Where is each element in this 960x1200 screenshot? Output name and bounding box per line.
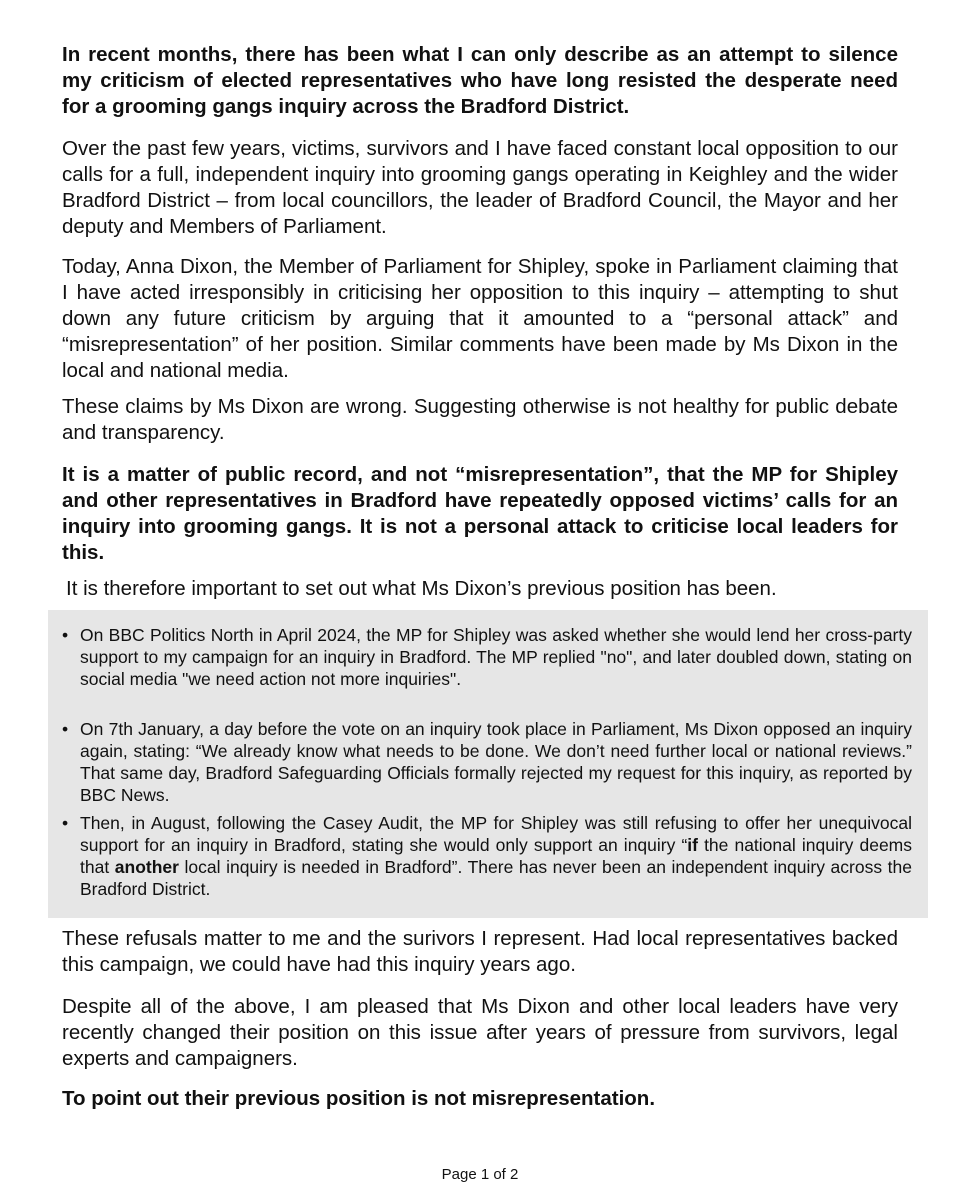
list-item [60,812,912,900]
despite-paragraph: Despite all of the above, I am pleased that Ms Dixon and other local leaders have very recently changed their position on this issue after years of pressure from survivors, legal experts and campaigners. [62,995,898,1070]
bullet-list-box [48,610,928,918]
bullet-text: On 7th January, a day before the vote on an inquiry took place in Parliament, Ms Dixon opposed an inquiry again, stating: “We already know what needs to be done. We don’t need further local or national reviews.” That same day, Bradford Safeguarding Officials formally rejected my request for this inquiry, as reported by BBC News. [80,719,912,805]
bullet-marker: • [62,719,69,739]
bullet-marker: • [62,813,69,833]
closing-paragraph: To point out their previous position is not misrepresentation. [62,1087,656,1110]
list-item [60,624,912,690]
public-record-paragraph: It is a matter of public record, and not “misrepresentation”, that the MP for Shipley and other representatives in Bradford have repeatedly opposed victims’ calls for an inquiry into grooming gangs. It is not a personal attack to criticise local leaders for this. [62,463,898,564]
opposition-paragraph: Over the past few years, victims, survivors and I have faced constant local opposition to our calls for a full, independent inquiry into grooming gangs operating in Keighley and the wider Bradford District – from local councillors, the leader of Bradford Council, the Mayor and her deputy and Members of Parliament. [62,137,898,238]
bullet-text-part: local inquiry is needed in Bradford”. There has never been an independent inquiry across the Bradford District. [80,857,912,899]
set-out-paragraph: It is therefore important to set out what Ms Dixon’s previous position has been. [66,577,777,600]
claims-paragraph: These claims by Ms Dixon are wrong. Suggesting otherwise is not healthy for public debate and transparency. [62,395,898,444]
intro-paragraph: In recent months, there has been what I can only describe as an attempt to silence my criticism of elected representatives who have long resisted the desperate need for a grooming gangs inquiry across the Bradford District. [62,43,898,118]
bullet-marker: • [62,625,69,645]
bullet-text-part: the national inquiry deems that [80,835,913,877]
refusals-paragraph: These refusals matter to me and the surivors I represent. Had local representatives backed this campaign, we could have had this inquiry years ago. [62,927,898,976]
today-paragraph: Today, Anna Dixon, the Member of Parliament for Shipley, spoke in Parliament claiming that I have acted irresponsibly in criticising her opposition to this inquiry – attempting to shut down any future criticism by arguing that it amounted to a “personal attack” and “misrepresentation” of her position. Similar comments have been made by Ms Dixon in the local and national media. [62,255,898,382]
bullet-emphasis-if: if [687,835,698,855]
page-number: Page 1 of 2 [441,1166,519,1183]
bullet-emphasis-another: another [114,857,179,877]
list-item [60,718,912,806]
bullet-text: On BBC Politics North in April 2024, the MP for Shipley was asked whether she would lend her cross-party support to my campaign for an inquiry in Bradford. The MP replied "no", and later doubled down, stating on social media "we need action not more inquiries". [80,625,912,689]
bullet-text-part: Then, in August, following the Casey Audit, the MP for Shipley was still refusing to offer her unequivocal support for an inquiry in Bradford, stating she would only support an inquiry “ [80,813,912,855]
